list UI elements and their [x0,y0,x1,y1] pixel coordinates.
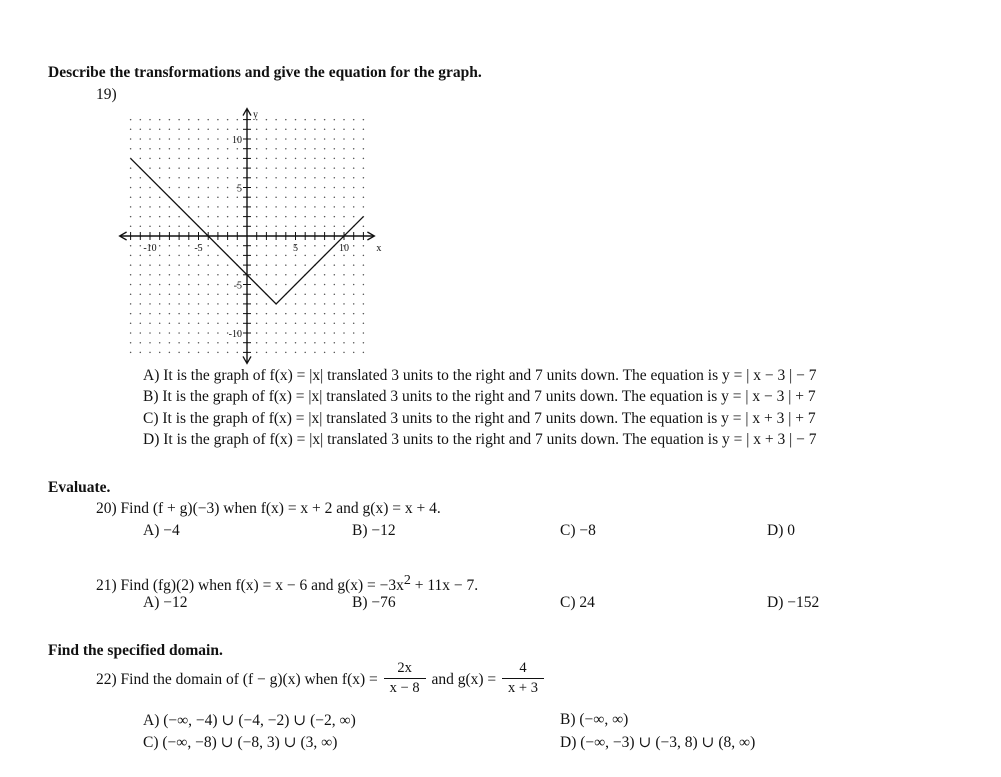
x-tick-label: -5 [194,243,203,254]
q19-choice-d[interactable]: D) It is the graph of f(x) = |x| translated 3 units to the right and 7 units down. The equation is y = | x + 3 | − 7 [143,431,817,448]
x-tick-label: 5 [293,243,298,254]
x-axis-label: x [376,243,382,254]
question-20: 20) Find (f + g)(−3) when f(x) = x + 2 and g(x) = x + 4. [96,500,441,517]
x-tick-label: 10 [339,243,349,254]
q19-choice-a[interactable]: A) It is the graph of f(x) = |x| translated 3 units to the right and 7 units down. The equation is y = | x − 3 | − 7 [143,367,817,384]
question-22-prefix: 22) Find the domain of (f − g)(x) when f(x) = [96,671,382,689]
question-21-exponent: 2 [403,573,411,588]
g-fraction [502,660,544,697]
q22-choice-a[interactable]: A) (−∞, −4) ∪ (−4, −2) ∪ (−2, ∞) [143,712,356,729]
section-heading-transformations: Describe the transformations and give the equation for the graph. [48,64,482,81]
f-denominator: x − 8 [389,680,420,696]
q21-choice-c[interactable]: C) 24 [560,594,595,611]
question-22-middle: and g(x) = [427,671,501,689]
g-denominator: x + 3 [508,680,538,696]
q20-choice-a[interactable]: A) −4 [143,522,180,539]
q19-choice-c[interactable]: C) It is the graph of f(x) = |x| translated 3 units to the right and 7 units down. The equation is y = | x + 3 | + 7 [143,410,816,427]
q20-choice-b[interactable]: B) −12 [352,522,396,539]
y-tick-label: 10 [232,135,242,146]
question-21 [96,573,478,595]
y-tick-label: -5 [233,280,242,292]
section-heading-domain: Find the specified domain. [48,642,223,659]
q20-choice-d[interactable]: D) 0 [767,522,795,539]
question-21-suffix: + 11x − 7. [410,577,479,595]
q21-choice-a[interactable]: A) −12 [143,594,188,611]
absolute-value-graph [110,100,385,370]
q21-choice-b[interactable]: B) −76 [352,594,396,611]
question-19-number: 19) [96,86,117,103]
q22-choice-d[interactable]: D) (−∞, −3) ∪ (−3, 8) ∪ (8, ∞) [560,734,756,751]
y-tick-label: -10 [228,329,242,340]
q19-choice-b[interactable]: B) It is the graph of f(x) = |x| translated 3 units to the right and 7 units down. The equation is y = | x − 3 | + 7 [143,388,816,405]
y-tick-label: 5 [237,183,242,195]
q21-choice-d[interactable]: D) −152 [767,594,820,611]
f-fraction [384,660,426,697]
section-heading-evaluate: Evaluate. [48,479,111,496]
f-numerator: 2x [384,660,426,679]
q20-choice-c[interactable]: C) −8 [560,522,596,539]
q22-choice-c[interactable]: C) (−∞, −8) ∪ (−8, 3) ∪ (3, ∞) [143,734,338,751]
q22-choice-b[interactable]: B) (−∞, ∞) [560,711,629,728]
question-22 [96,662,546,699]
question-21-prefix: 21) Find (fg)(2) when f(x) = x − 6 and g(x) = −3x [96,577,404,595]
x-tick-label: -10 [143,243,157,254]
y-axis-label: y [253,109,258,121]
g-numerator: 4 [502,660,544,679]
